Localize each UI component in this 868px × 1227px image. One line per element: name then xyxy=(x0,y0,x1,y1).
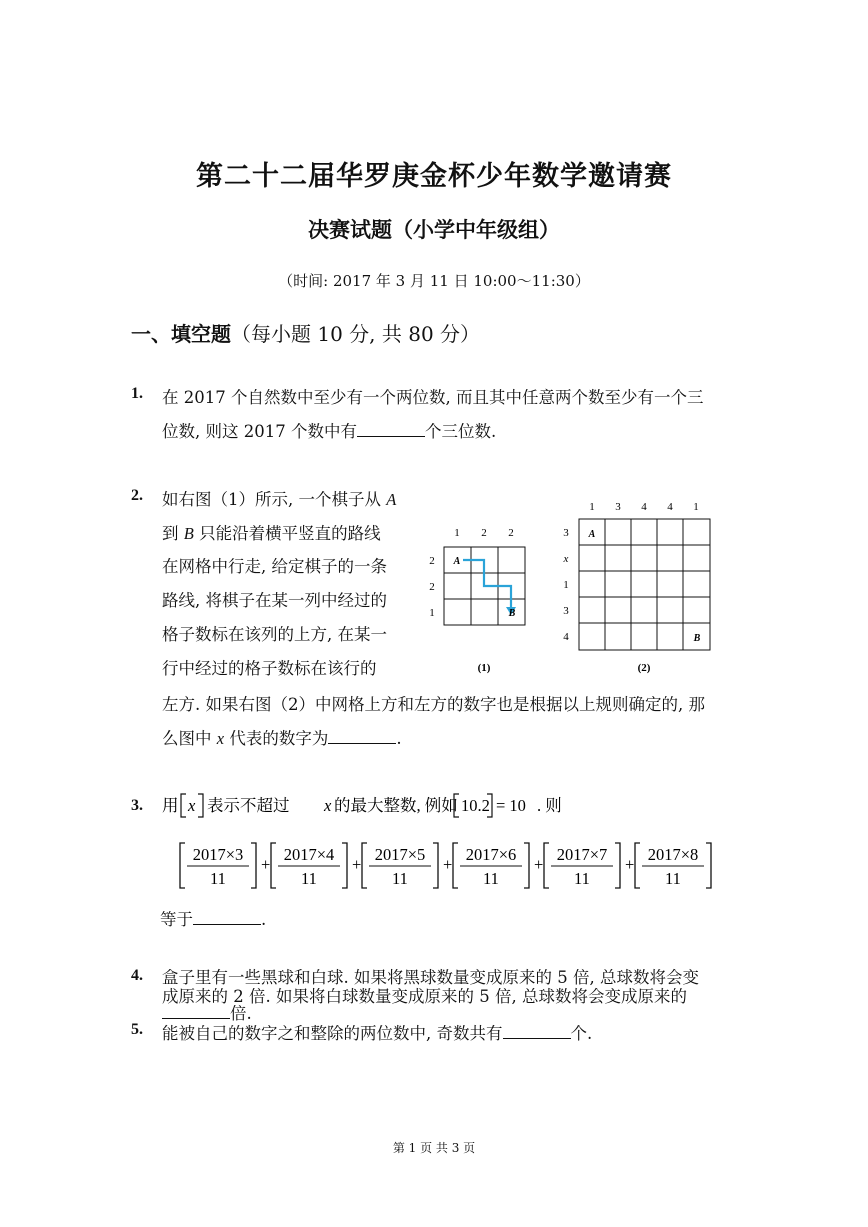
question-3-text: 表示不超过 xyxy=(207,796,290,815)
floor-fraction xyxy=(544,843,620,888)
fig1-left-label: 1 xyxy=(429,607,435,619)
section-note: （每小题 10 分, 共 80 分） xyxy=(231,322,481,346)
question-3-text: . 则 xyxy=(537,796,562,815)
exam-time: （时间: 2017 年 3 月 11 日 10:00～11:30） xyxy=(278,272,590,290)
floor-fraction xyxy=(362,843,438,888)
floor-bracket-right xyxy=(433,843,438,888)
fig2-start-label: A xyxy=(588,529,596,540)
question-1-text-b: 个三位数. xyxy=(424,422,497,441)
floor-bracket-right xyxy=(251,843,256,888)
plus-sign: + xyxy=(352,855,362,874)
floor-sum-expression xyxy=(176,840,724,892)
question-2-text: 么图中 xyxy=(162,729,217,748)
fraction-numerator: 2017×7 xyxy=(556,845,608,864)
floor-bracket-left xyxy=(180,843,185,888)
point-a-label: A xyxy=(386,490,397,509)
question-4-line-2: 成原来的 2 倍. 如果将白球数量变成原来的 5 倍, 总球数将会变成原来的 xyxy=(162,987,687,1006)
floor-bracket-left xyxy=(181,794,186,817)
question-number-2: 2. xyxy=(131,487,143,504)
answer-blank-5[interactable] xyxy=(503,1024,571,1039)
fig2-left-label: 1 xyxy=(563,579,569,591)
fraction-numerator: 2017×4 xyxy=(283,845,335,864)
question-number-5: 5. xyxy=(131,1021,143,1038)
floor-bracket-left xyxy=(362,843,367,888)
variable-x: x xyxy=(324,796,332,815)
fig2-caption: (2) xyxy=(637,662,651,674)
variable-x: x xyxy=(216,729,225,748)
page-footer: 第 1 页 共 3 页 xyxy=(392,1141,476,1155)
question-4-text: 倍. xyxy=(230,1004,252,1023)
question-number-3: 3. xyxy=(131,797,143,814)
floor-fraction xyxy=(180,843,256,888)
question-3-text: 等于 xyxy=(160,910,193,929)
floor-fraction xyxy=(271,843,347,888)
fraction-numerator: 2017×3 xyxy=(192,845,244,864)
fig2-top-label: 3 xyxy=(615,501,621,513)
question-1-text-a: 位数, 则这 2017 个数中有 xyxy=(162,422,357,441)
floor-bracket-right xyxy=(198,794,203,817)
question-1-line-2 xyxy=(162,418,496,442)
fig2-left-label: 4 xyxy=(563,631,569,643)
question-2-text: 如右图（1）所示, 一个棋子从 xyxy=(162,490,387,509)
fig1-top-label: 1 xyxy=(454,527,460,539)
question-5-text: 个. xyxy=(570,1024,593,1043)
question-2-line-2 xyxy=(162,520,381,544)
floor-bracket-left xyxy=(635,843,640,888)
fig2-top-label: 1 xyxy=(589,501,595,513)
fig2-end-label: B xyxy=(693,633,701,644)
example-value: 10.2 xyxy=(461,796,490,815)
question-3-text: . xyxy=(261,910,267,929)
question-4-line-1: 盒子里有一些黑球和白球. 如果将黑球数量变成原来的 5 倍, 总球数将会变 xyxy=(162,968,699,987)
floor-bracket-right xyxy=(524,843,529,888)
floor-bracket-left xyxy=(271,843,276,888)
section-heading xyxy=(131,318,480,347)
question-5-line-1 xyxy=(162,1020,592,1044)
fig1-end-label: B xyxy=(508,608,516,619)
fig2-left-label: 3 xyxy=(563,527,569,539)
page-title: 第二十二届华罗庚金杯少年数学邀请赛 xyxy=(196,161,672,192)
floor-bracket-right xyxy=(615,843,620,888)
fig1-top-label: 2 xyxy=(481,527,487,539)
grid-figures xyxy=(415,495,725,680)
fig1-path xyxy=(463,560,511,609)
page-subtitle: 决赛试题（小学中年级组） xyxy=(308,217,560,242)
question-2-line-6: 行中经过的格子数标在该行的 xyxy=(162,659,377,678)
point-b-label: B xyxy=(183,524,194,543)
section-title: 一、填空题 xyxy=(131,322,231,346)
question-number-1: 1. xyxy=(131,385,143,402)
fraction-numerator: 2017×5 xyxy=(374,845,426,864)
question-3-line-1 xyxy=(160,790,580,820)
fig1-left-label: 2 xyxy=(429,581,435,593)
fraction-denominator: 11 xyxy=(574,869,590,888)
floor-fraction xyxy=(635,843,711,888)
fig2-top-label: 4 xyxy=(667,501,673,513)
example-result: = 10 xyxy=(496,796,526,815)
fig1-top-label: 2 xyxy=(508,527,514,539)
fraction-numerator: 2017×8 xyxy=(647,845,699,864)
question-1-line-1: 在 2017 个自然数中至少有一个两位数, 而且其中任意两个数至少有一个三 xyxy=(162,388,704,407)
floor-bracket-left xyxy=(453,843,458,888)
question-number-4: 4. xyxy=(131,967,143,984)
question-2-line-1 xyxy=(162,486,396,510)
plus-sign: + xyxy=(443,855,453,874)
question-2-line-4: 路线, 将棋子在某一列中经过的 xyxy=(162,591,387,610)
floor-bracket-right xyxy=(342,843,347,888)
question-3-text: 的最大整数, 例如 xyxy=(334,796,458,815)
fraction-denominator: 11 xyxy=(483,869,499,888)
question-3-text: 用 xyxy=(162,796,179,815)
question-2-text: . xyxy=(396,729,402,748)
question-2-line-7: 左方. 如果右图（2）中网格上方和左方的数字也是根据以上规则确定的, 那 xyxy=(162,695,705,714)
fig1-start-label: A xyxy=(453,556,461,567)
floor-bracket-right xyxy=(706,843,711,888)
fig2-top-label: 1 xyxy=(693,501,699,513)
fig2-left-label-x: x xyxy=(563,553,569,565)
question-5-text: 能被自己的数字之和整除的两位数中, 奇数共有 xyxy=(162,1024,503,1043)
fraction-numerator: 2017×6 xyxy=(465,845,517,864)
answer-blank-3[interactable] xyxy=(193,910,261,925)
question-2-text: 到 xyxy=(162,524,184,543)
question-2-line-3: 在网格中行走, 给定棋子的一条 xyxy=(162,557,387,576)
answer-blank-2[interactable] xyxy=(328,729,396,744)
floor-bracket-left xyxy=(544,843,549,888)
fig2-left-label: 3 xyxy=(563,605,569,617)
variable-x: x xyxy=(188,796,196,815)
question-2-text: 只能沿着横平竖直的路线 xyxy=(193,524,381,543)
fraction-denominator: 11 xyxy=(210,869,226,888)
grid-figure-1 xyxy=(429,527,525,674)
plus-sign: + xyxy=(625,855,635,874)
fig1-caption: (1) xyxy=(477,662,491,674)
question-2-line-8 xyxy=(162,725,402,749)
fig2-top-label: 4 xyxy=(641,501,647,513)
fraction-denominator: 11 xyxy=(301,869,317,888)
fig1-left-label: 2 xyxy=(429,555,435,567)
grid-figure-2 xyxy=(563,501,710,674)
question-2-text: 代表的数字为 xyxy=(224,729,329,748)
plus-sign: + xyxy=(534,855,544,874)
answer-blank-4[interactable] xyxy=(162,1004,230,1019)
question-2-line-5: 格子数标在该列的上方, 在某一 xyxy=(162,625,387,644)
fraction-denominator: 11 xyxy=(392,869,408,888)
plus-sign: + xyxy=(261,855,271,874)
answer-blank-1[interactable] xyxy=(357,422,425,437)
floor-fraction xyxy=(453,843,529,888)
question-3-line-3 xyxy=(160,906,266,930)
fraction-denominator: 11 xyxy=(665,869,681,888)
fig2-grid-border xyxy=(579,519,710,650)
